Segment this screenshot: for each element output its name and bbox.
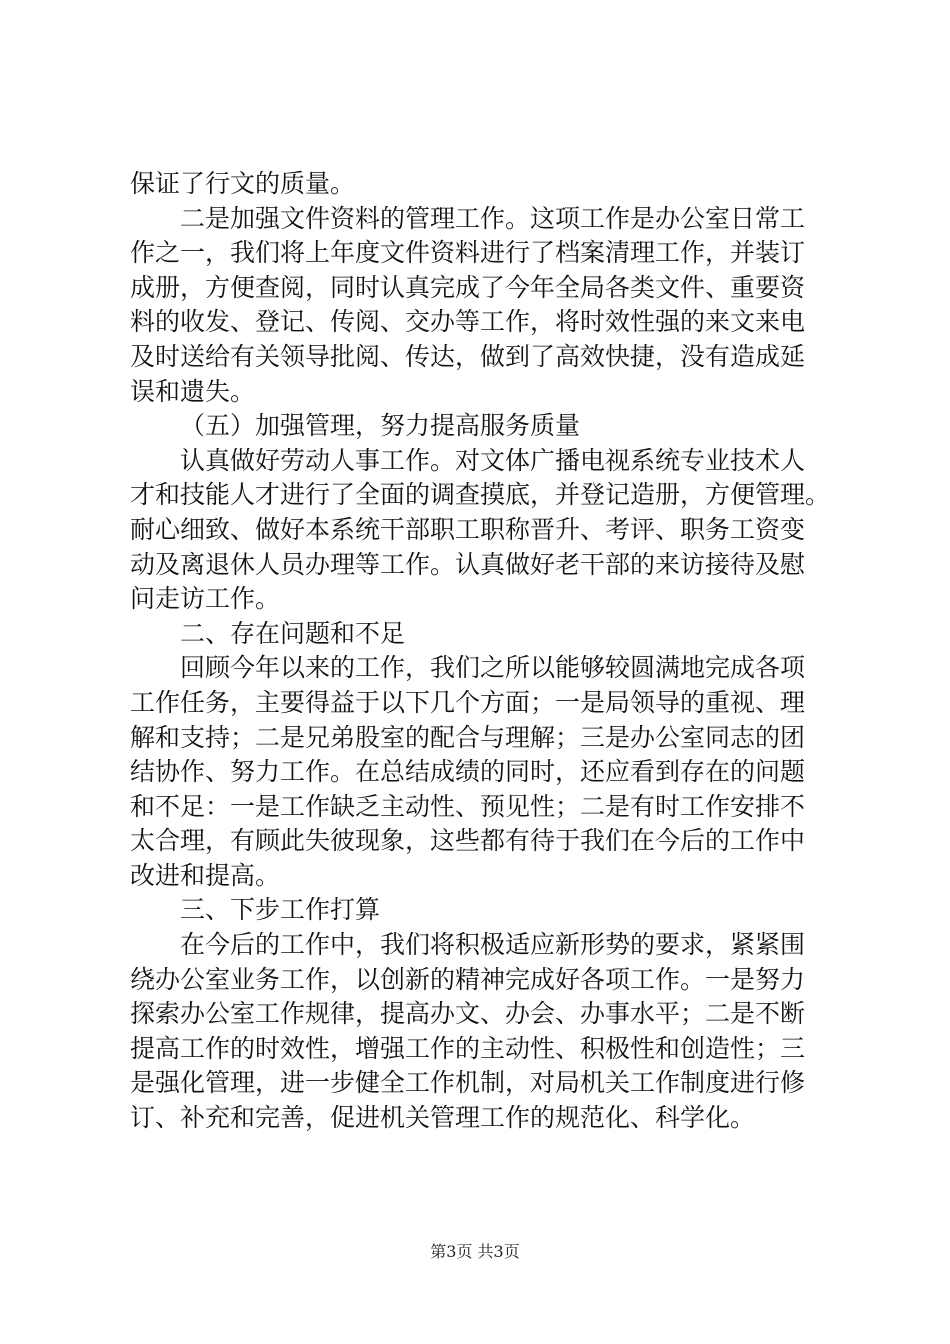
text-line: 绕办公室业务工作，以创新的精神完成好各项工作。一是努力	[130, 964, 806, 994]
text-line: 探索办公室工作规律，提高办文、办会、办事水平；二是不断	[130, 999, 806, 1029]
text-line: 才和技能人才进行了全面的调查摸底，并登记造册，方便管理。	[130, 480, 831, 510]
section-heading: 三、下步工作打算	[180, 895, 381, 925]
text-line: 是强化管理，进一步健全工作机制，对局机关工作制度进行修	[130, 1068, 806, 1098]
text-line: 动及离退休人员办理等工作。认真做好老干部的来访接待及慰	[130, 549, 806, 579]
text-line: 工作任务，主要得益于以下几个方面；一是局领导的重视、理	[130, 687, 806, 717]
text-line: 误和遗失。	[130, 376, 256, 406]
text-line: 提高工作的时效性，增强工作的主动性、积极性和创造性；三	[130, 1033, 806, 1063]
section-heading: （五）加强管理，努力提高服务质量	[180, 411, 581, 441]
text-line: 耐心细致、做好本系统干部职工职称晋升、考评、职务工资变	[130, 514, 806, 544]
text-line: 太合理，有顾此失彼现象，这些都有待于我们在今后的工作中	[130, 826, 806, 856]
text-line: 及时送给有关领导批阅、传达，做到了高效快捷，没有造成延	[130, 341, 806, 371]
text-line: 在今后的工作中，我们将积极适应新形势的要求，紧紧围	[180, 930, 806, 960]
text-line: 改进和提高。	[130, 860, 281, 890]
section-heading: 二、存在问题和不足	[180, 618, 406, 648]
text-line: 认真做好劳动人事工作。对文体广播电视系统专业技术人	[180, 445, 806, 475]
document-body	[130, 167, 830, 1136]
text-line: 结协作、努力工作。在总结成绩的同时，还应看到存在的问题	[130, 757, 806, 787]
text-line: 问走访工作。	[130, 584, 281, 614]
text-line: 回顾今年以来的工作，我们之所以能够较圆满地完成各项	[180, 653, 806, 683]
text-line: 解和支持；二是兄弟股室的配合与理解；三是办公室同志的团	[130, 722, 806, 752]
text-line: 和不足：一是工作缺乏主动性、预见性；二是有时工作安排不	[130, 791, 806, 821]
text-line: 作之一，我们将上年度文件资料进行了档案清理工作，并装订	[130, 238, 806, 268]
text-line: 保证了行文的质量。	[130, 169, 356, 198]
text-line: 成册，方便查阅，同时认真完成了今年全局各类文件、重要资	[130, 272, 806, 302]
text-line: 料的收发、登记、传阅、交办等工作，将时效性强的来文来电	[130, 307, 806, 337]
text-line: 订、补充和完善，促进机关管理工作的规范化、科学化。	[130, 1103, 756, 1133]
page-number-footer: 第3页 共3页	[430, 1242, 520, 1261]
text-line: 二是加强文件资料的管理工作。这项工作是办公室日常工	[180, 203, 806, 233]
